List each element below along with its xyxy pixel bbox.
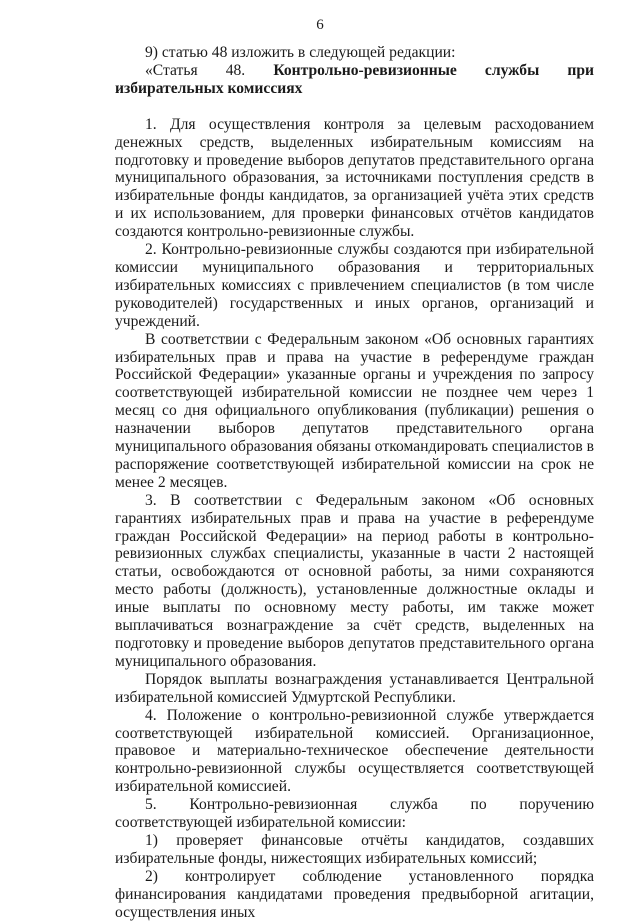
page-number: 6 bbox=[316, 17, 324, 33]
article-heading-prefix: «Статья 48. bbox=[145, 61, 274, 79]
paragraph-part-3: 3. В соответствии с Федеральным законом «Об основных гарантиях избирательных прав и права на участие в референдуме граждан Российской Федерации» на период работы в контрольно-ревизионных службах специалисты, указанные в части 2 настоящей статьи, освобождаются от основной работы, за ними сохраняются место работы (должность), установленные должностные оклады и иные выплаты по основному месту работы, им также может выплачиваться вознаграждение за счёт средств, выделенных на подготовку и проведение выборов депутатов представительного органа муниципального образования. bbox=[115, 491, 594, 670]
paragraph-item-1: 1) проверяет финансовые отчёты кандидатов, создавших избирательные фонды, нижестоящих избирательных комиссий; bbox=[115, 831, 594, 867]
paragraph-remuneration-order: Порядок выплаты вознаграждения устанавливается Центральной избирательной комиссией Удмуртской Республики. bbox=[115, 670, 594, 706]
article-heading-title: Контрольно-ревизионные службы при избирательных комиссиях bbox=[115, 61, 594, 97]
paragraph-part-2-secondment: В соответствии с Федеральным законом «Об основных гарантиях избирательных прав и права на участие в референдуме граждан Российской Федерации» указанные органы и учреждения по запросу соответствующей избирательной комиссии не позднее чем через 1 месяц со дня официального опубликования (публикации) решения о назначении выборов депутатов представительного органа муниципального образования обязаны откомандировать специалистов в распоряжение соответствующей избирательной комиссии на срок не менее 2 месяцев. bbox=[115, 330, 594, 491]
amendment-intro: 9) статью 48 изложить в следующей редакции: bbox=[145, 44, 456, 61]
document-body bbox=[115, 44, 594, 922]
paragraph-part-4: 4. Положение о контрольно-ревизионной службе утверждается соответствующей избирательной комиссией. Организационное, правовое и материально-техническое обеспечение деятельности контрольно-ревизионной службы осуществляется соответствующей избирательной комиссией. bbox=[115, 706, 594, 796]
paragraph-part-5: 5. Контрольно-ревизионная служба по поручению соответствующей избирательной комиссии: bbox=[115, 796, 594, 832]
paragraph-item-2: 2) контролирует соблюдение установленного порядка финансирования кандидатами проведения предвыборной агитации, осуществления иных bbox=[115, 867, 594, 921]
paragraph-part-2: 2. Контрольно-ревизионные службы создаются при избирательной комиссии муниципального образования и территориальных избирательных комиссиях с привлечением специалистов (в том числе руководителей) государственных и иных органов, организаций и учреждений. bbox=[115, 241, 594, 330]
article-heading bbox=[115, 62, 594, 98]
paragraph-part-1: 1. Для осуществления контроля за целевым расходованием денежных средств, выделенных избирательным комиссиям на подготовку и проведение выборов депутатов представительного органа муниципального образования, за источниками поступления средств в избирательные фонды кандидатов, за организацией учёта этих средств и их использованием, для проверки финансовых отчётов кандидатов создаются контрольно-ревизионные службы. bbox=[115, 115, 594, 241]
